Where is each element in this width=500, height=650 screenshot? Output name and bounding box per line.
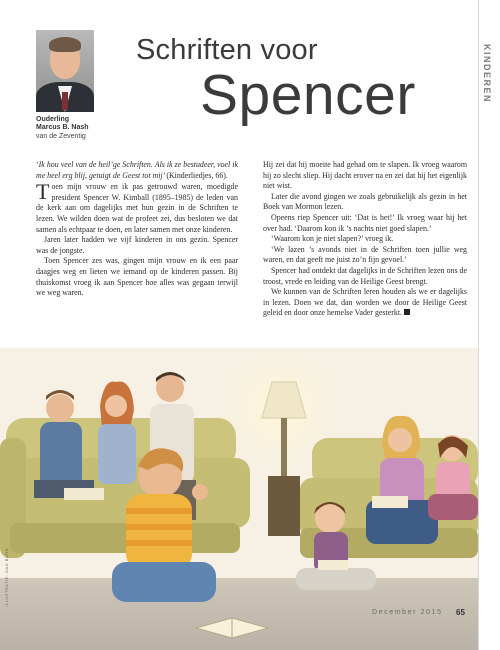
author-byline	[36, 116, 136, 141]
author-portrait	[36, 30, 94, 112]
paragraph: Opeens riep Spencer uit: ‘Dat is het!’ Ik vroeg waar hij het over had. ‘Daarom kon ik ’s nachts niet goed slapen.’	[263, 212, 467, 233]
drop-cap: T	[36, 179, 50, 205]
section-tab	[478, 0, 500, 650]
page-number: 65	[456, 608, 465, 617]
paragraph-text: We kunnen van de Schriften leren houden als we er dagelijks in lezen. Doen we dat, dan worden we door de Heilige Geest geleid en door onze hemelse Vader gesterkt.	[263, 287, 467, 318]
footer-month: December 2015	[372, 609, 443, 616]
epigraph-text: ‘Ik hou veel van de heil’ge Schriften. Als ik ze bestudeer, voel ik me heel erg blij, getuigt de Geest tot mij’	[36, 160, 238, 180]
paragraph: Jaren later hadden we vijf kinderen in ons gezin. Spencer was de jongste.	[36, 235, 238, 255]
author-name: Marcus B. Nash	[36, 124, 89, 132]
author-org: van de Zeventig	[36, 132, 86, 140]
epigraph	[36, 160, 238, 181]
epigraph-reference: (Kinderliedjes, 66).	[166, 170, 228, 180]
author-role: Ouderling	[36, 116, 70, 123]
paragraph: Hij zei dat hij moeite had gehad om te slapen. Ik vroeg waarom hij zo slecht sliep. Hij dacht erover na en zei dat hij het eigenlijk niet wist.	[263, 160, 467, 191]
paragraph: ‘We lazen ’s avonds niet in de Schriften toen jullie weg waren, en dat geeft me juist zo’n fijn gevoel.’	[263, 244, 467, 265]
right-column	[263, 160, 467, 319]
illustration-art	[0, 348, 478, 650]
paragraph	[36, 179, 238, 235]
family-illustration	[0, 348, 478, 650]
paragraph: ‘Waarom kon je niet slapen?’ vroeg ik.	[271, 234, 394, 244]
paragraph: Later die avond gingen we zoals gebruikelijk als gezin in het Boek van Mormon lezen.	[263, 191, 467, 212]
paragraph: Spencer had ontdekt dat dagelijks in de Schriften lezen ons de troost, vrede en leiding van de Heilige Geest brengt.	[263, 265, 467, 286]
paragraph	[263, 287, 467, 319]
end-mark-icon	[404, 309, 410, 315]
paragraph: Toen Spencer zes was, gingen mijn vrouw en ik een paar daagjes weg en lieten we iemand op de kinderen passen. Bij thuiskomst vroeg ik aan Spencer hoe alles was gegaan terwijl we weg waren.	[36, 256, 238, 298]
title-line-2: Spencer	[200, 63, 416, 127]
left-column	[36, 160, 238, 299]
section-tab-label: KINDEREN	[482, 44, 492, 104]
paragraph-text: oen mijn vrouw en ik pas getrouwd waren, moedigde president Spencer W. Kimball (1895–1985) de leden van de kerk aan om dagelijks met hun gezin in de Schriften te lezen. We wilden doen wat de profeet zei, dus besloten we dat samen als echtpaar te doen, en later samen met onze kinderen.	[36, 182, 238, 234]
illustration-credit: ILLUSTRATIE: DAN BURR	[4, 548, 9, 607]
title-line-1: Schriften voor	[136, 34, 318, 66]
